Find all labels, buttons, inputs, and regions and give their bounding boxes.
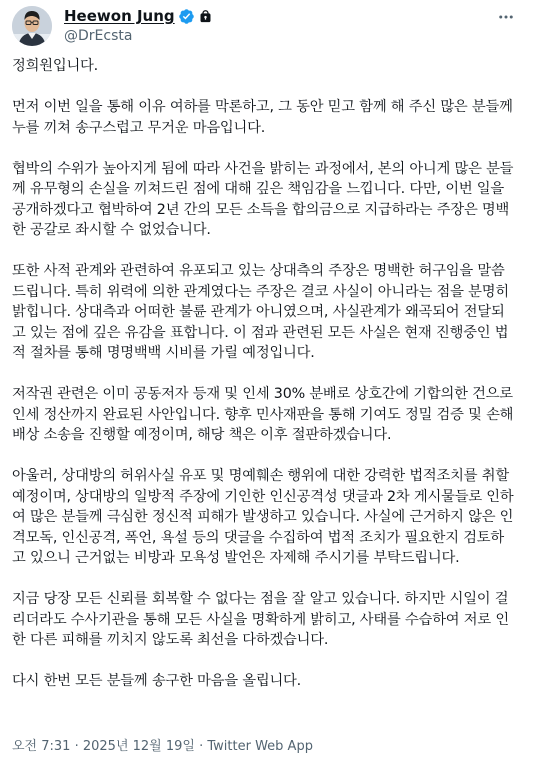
tweet-paragraph [12, 56, 526, 77]
tweet-line: 드립니다. 특히 위력에 의한 관계였다는 주장은 결코 사실이 아니라는 점을 분명히 [12, 283, 509, 300]
tweet-line: 또한 사적 관계와 관련하여 유포되고 있는 상대측의 주장은 명백한 허구임을 말씀 [12, 263, 505, 279]
tweet-line: 배상 소송을 진행할 예정이며, 해당 책은 이후 절판하겠습니다. [12, 427, 392, 443]
tweet-header [12, 0, 521, 52]
tweet-line: 격모독, 인신공격, 폭언, 욕설 등의 댓글을 수집하여 법적 조치가 필요한지 검토하 [12, 529, 505, 546]
tweet-paragraph [12, 466, 526, 569]
tweet-text [12, 56, 526, 692]
tweet-line: 리더라도 수사기관을 통해 모든 사실을 명확하게 밝히고, 사태를 수습하여 저로 인 [12, 611, 509, 628]
avatar-image [12, 6, 52, 46]
tweet-paragraph [12, 671, 526, 692]
tweet-line: 적 절차를 통해 명명백백 시비를 가릴 예정입니다. [12, 345, 315, 361]
avatar[interactable] [12, 6, 52, 46]
verified-badge-icon[interactable] [178, 8, 195, 25]
more-options-icon[interactable] [495, 6, 517, 28]
tweet-line: 협박의 수위가 높아지게 됨에 따라 사건을 밝히는 과정에서, 본의 아니게 많은 분들 [12, 160, 514, 177]
tweet-line: 예정이며, 상대방의 일방적 주장에 기인한 인신공격성 댓글과 2차 게시물들로 인하 [12, 488, 514, 505]
tweet-line: 밝힙니다. 상대측과 어떠한 불륜 관계가 아니였으며, 사실관계가 왜곡되어 전달되 [12, 304, 505, 320]
tweet-paragraph [12, 261, 526, 364]
tweet-paragraph [12, 97, 526, 138]
tweet-line: 인세 정산까지 완료된 사안입니다. 향후 민사재판을 통해 기여도 정밀 검증 및 손해 [12, 406, 514, 423]
lock-icon [198, 9, 213, 24]
tweet-time[interactable]: 오전 7:31 [12, 739, 71, 754]
name-row [64, 6, 213, 26]
tweet-paragraph [12, 589, 526, 651]
tweet-line: 한 다른 피해를 끼치지 않도록 최선을 다하겠습니다. [12, 632, 329, 648]
tweet-line: 아울러, 상대방의 허위사실 유포 및 명예훼손 행위에 대한 강력한 법적조치를 취할 [12, 468, 509, 484]
tweet-line: 고 있으니 근거없는 비방과 모욕성 발언은 자제해 주시기를 부탁드립니다. [12, 550, 460, 566]
tweet-line: 여 많은 분들께 극심한 정신적 피해가 발생하고 있습니다. 사실에 근거하지 않은 인 [12, 509, 514, 525]
tweet-source: Twitter Web App [207, 739, 313, 754]
tweet-line: 누를 끼쳐 송구스럽고 무거운 마음입니다. [12, 119, 266, 136]
tweet-paragraph [12, 159, 526, 241]
tweet-line: 고 있는 점에 깊은 유감을 표합니다. 이 점과 관련된 모든 사실은 현재 진행중인 법 [12, 324, 509, 341]
tweet-line: 먼저 이번 일을 통해 이유 여하를 막론하고, 그 동안 믿고 함께 해 주신 많은 분들께 [12, 99, 513, 115]
tweet-line: 정희원입니다. [12, 58, 99, 74]
tweet-line: 께 유무형의 손실을 끼쳐드린 점에 대해 깊은 책임감을 느낍니다. 다만, 이번 일을 [12, 181, 505, 197]
tweet-line: 지금 당장 모든 신뢰를 회복할 수 없다는 점을 잘 알고 있습니다. 하지만 시일이 걸 [12, 591, 509, 607]
tweet-paragraph [12, 384, 526, 446]
tweet-metadata [12, 738, 313, 756]
tweet-line: 다시 한번 모든 분들께 송구한 마음을 올립니다. [12, 673, 302, 689]
meta-separator: · [194, 739, 208, 754]
meta-separator: · [70, 739, 83, 754]
tweet-line: 한 공갈로 좌시할 수 없었습니다. [12, 222, 211, 238]
tweet-line: 저작권 관련은 이미 공동저자 등재 및 인세 30% 분배로 상호간에 기합의한 건으로 [12, 386, 513, 402]
tweet-line: 공개하겠다고 협박하여 2년 간의 모든 소득을 합의금으로 지급하라는 주장은 명백 [12, 201, 510, 218]
tweet-date[interactable]: 2025년 12월 19일 [82, 739, 195, 754]
handle[interactable]: @DrEcsta [64, 28, 133, 44]
display-name[interactable]: Heewon Jung [64, 7, 175, 25]
